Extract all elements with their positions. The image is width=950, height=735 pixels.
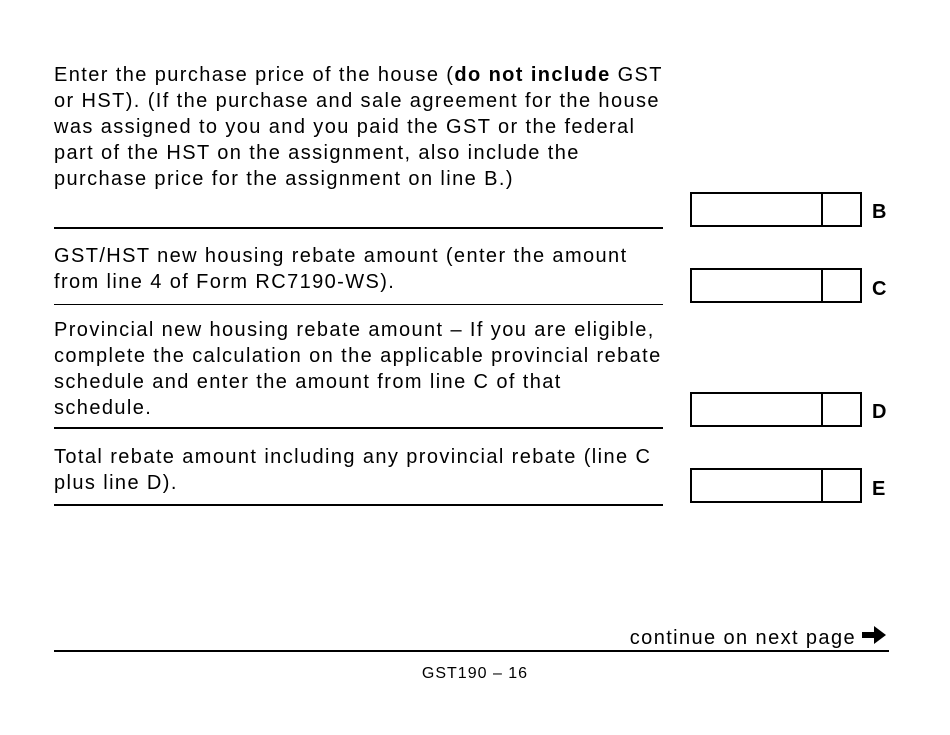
line-c-label: C (872, 278, 887, 300)
line-e-cents-divider (821, 470, 823, 501)
line-d-rule (54, 427, 663, 429)
line-c-description: GST/HST new housing rebate amount (enter the amount from line 4 of Form RC7190-WS). (54, 245, 628, 293)
line-c-cents-divider (821, 270, 823, 301)
continue-text: continue on next page (629, 626, 856, 649)
line-e-description: Total rebate amount including any provincial rebate (line C plus line D). (54, 446, 652, 494)
line-d-description: Provincial new housing rebate amount – If you are eligible, complete the calculation on the applicable provincial rebate schedule and enter the amount from line C of that schedule. (54, 319, 662, 419)
line-c-amount-field[interactable] (690, 268, 862, 303)
footer-rule (54, 650, 889, 652)
line-e-amount-field[interactable] (690, 468, 862, 503)
line-e-rule (54, 504, 663, 506)
right-arrow-icon (860, 624, 888, 652)
line-c-rule (54, 304, 663, 305)
line-b-cents-divider (821, 194, 823, 225)
line-d-amount-field[interactable] (690, 392, 862, 427)
line-b-rule (54, 227, 663, 229)
line-d-cents-divider (821, 394, 823, 425)
line-b-description (54, 62, 664, 192)
line-b-text-post: GST or HST). (If the purchase and sale agreement for the house was assigned to you and you paid the GST or the federal part of the HST on the assignment, also include the purchase price for the assignment on line B.) (54, 64, 663, 190)
continue-note (630, 624, 888, 652)
line-b-amount-field[interactable] (690, 192, 862, 227)
page-number: GST190 – 16 (421, 665, 529, 682)
line-b-label: B (872, 201, 887, 223)
line-d-label: D (872, 401, 887, 423)
line-b-text-pre: Enter the purchase price of the house ( (54, 64, 455, 86)
line-b-emphasis: do not include (454, 64, 611, 86)
line-e-label: E (872, 478, 886, 500)
